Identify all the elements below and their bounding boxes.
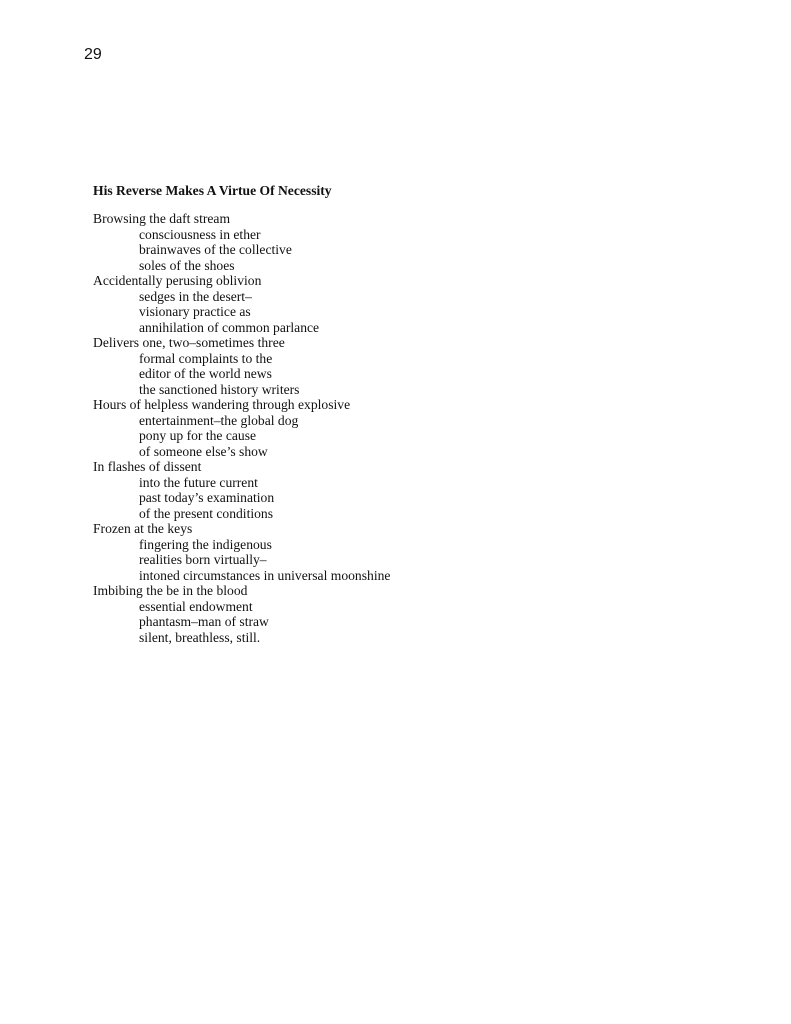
stanza-1	[93, 211, 713, 273]
poem-line: Imbibing the be in the blood	[93, 583, 248, 598]
poem-line-indented: formal complaints to the	[139, 350, 273, 366]
poem-line-indented: of someone else’s show	[139, 443, 268, 459]
poem-line-indented: intoned circumstances in universal moonshine	[139, 567, 391, 583]
poem-line-indented: consciousness in ether	[139, 226, 261, 242]
stanza-7	[93, 583, 713, 645]
poem-line: Frozen at the keys	[93, 521, 193, 536]
poem-line: Browsing the daft stream	[93, 211, 231, 226]
poem-title: His Reverse Makes A Virtue Of Necessity	[93, 183, 332, 198]
stanza-4	[93, 397, 713, 459]
poem-line-indented: annihilation of common parlance	[139, 319, 320, 335]
poem-line-indented: the sanctioned history writers	[139, 381, 300, 397]
stanza-3	[93, 335, 713, 397]
poem-line-indented: essential endowment	[139, 598, 253, 614]
poem-line-indented: past today’s examination	[139, 490, 275, 505]
poem-line-indented: fingering the indigenous	[139, 536, 272, 552]
poem-line: Delivers one, two–sometimes three	[93, 335, 285, 350]
poem-line-indented: into the future current	[139, 474, 258, 490]
poem	[93, 183, 713, 645]
poem-line: Hours of helpless wandering through explosive	[93, 397, 351, 412]
poem-line-indented: visionary practice as	[139, 304, 251, 319]
page-number: 29	[84, 46, 102, 63]
poem-line-indented: sedges in the desert–	[139, 288, 252, 304]
poem-line: In flashes of dissent	[93, 459, 202, 474]
poem-line: Accidentally perusing oblivion	[93, 273, 262, 288]
poem-line-indented: realities born virtually–	[139, 552, 267, 567]
poem-line-indented: phantasm–man of straw	[139, 614, 269, 629]
poem-line-indented: of the present conditions	[139, 505, 274, 521]
poem-line-indented: soles of the shoes	[139, 257, 235, 273]
poem-line-indented: brainwaves of the collective	[139, 242, 292, 257]
poem-line-indented: silent, breathless, still.	[139, 629, 261, 645]
stanza-5	[93, 459, 713, 521]
stanza-6	[93, 521, 713, 583]
poem-line-indented: entertainment–the global dog	[139, 412, 299, 428]
stanza-2	[93, 273, 713, 335]
poem-line-indented: pony up for the cause	[139, 428, 257, 443]
poem-line-indented: editor of the world news	[139, 366, 272, 381]
